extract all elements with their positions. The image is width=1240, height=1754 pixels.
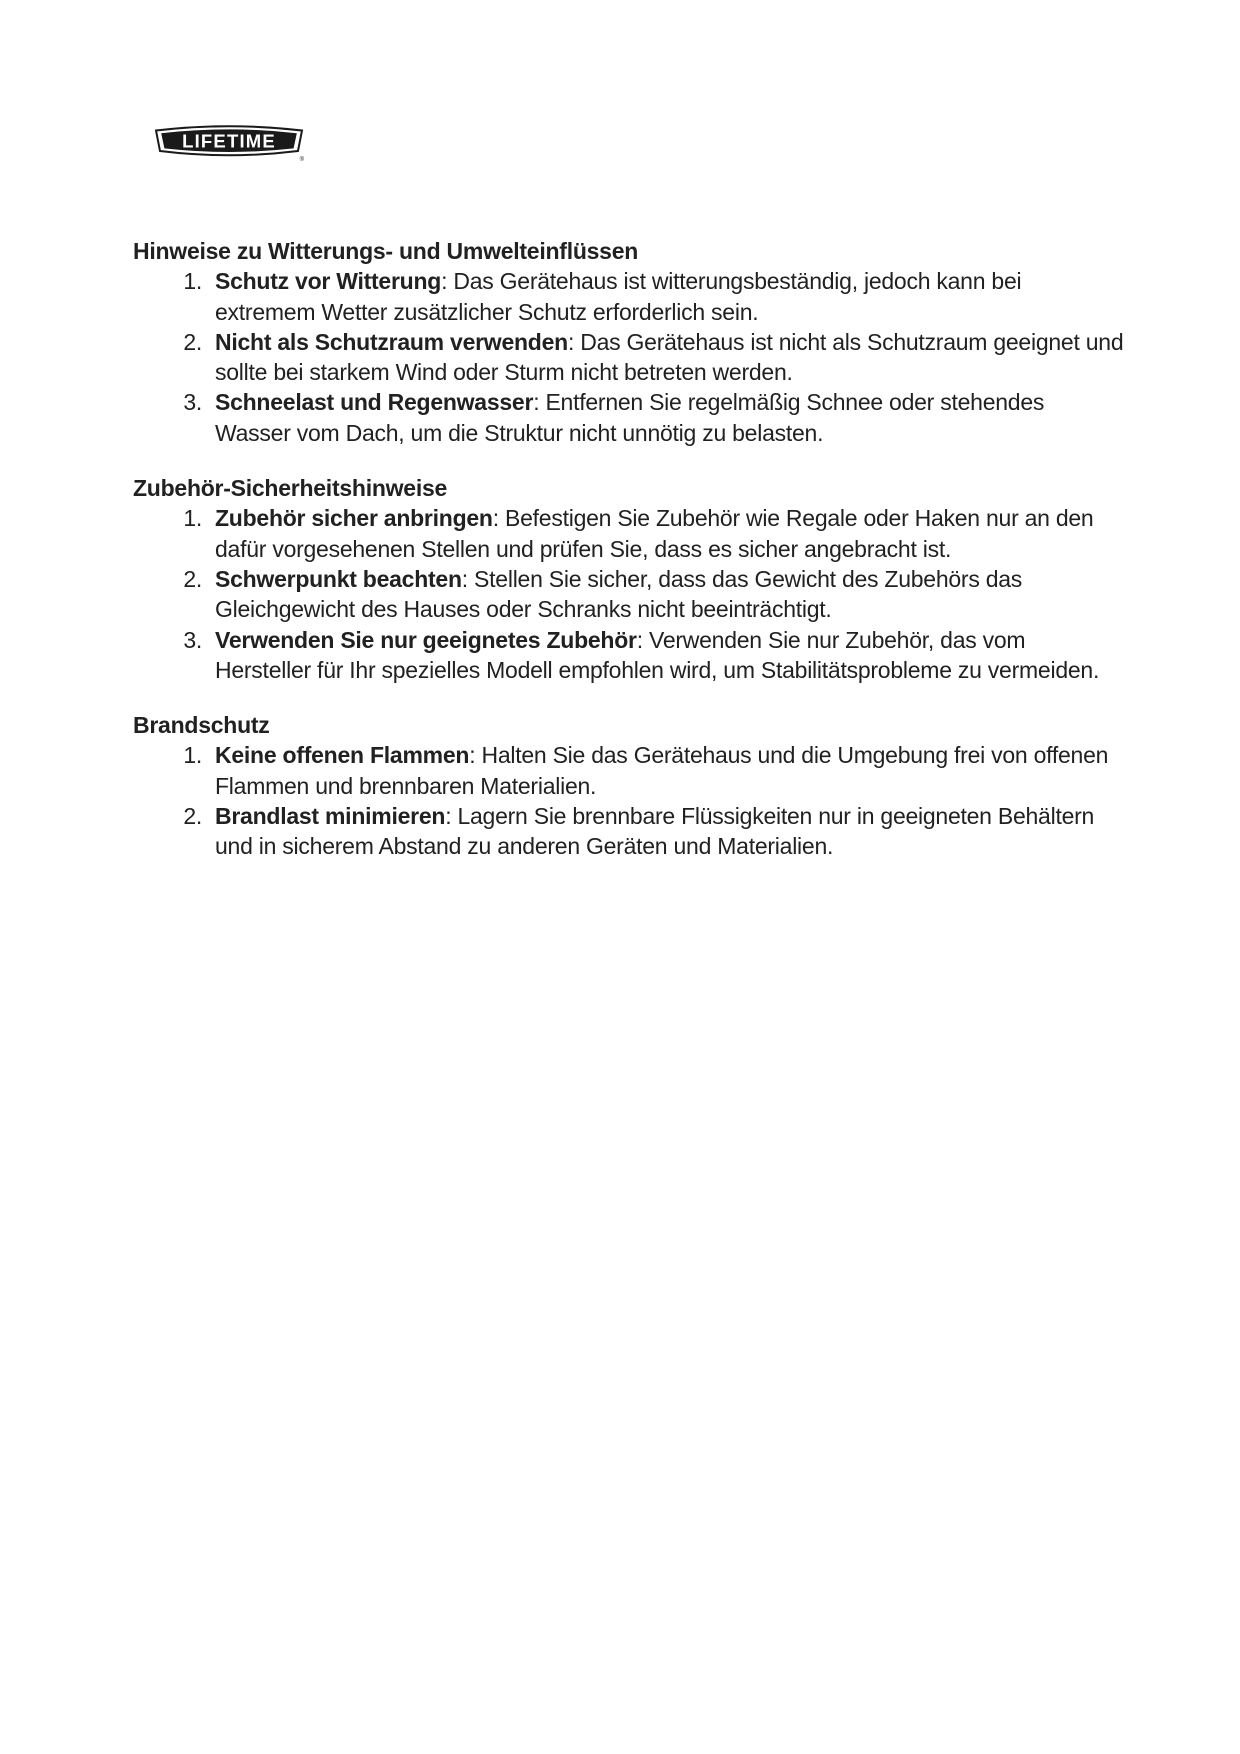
- item-number: 3.: [183, 389, 202, 416]
- item-text: Schneelast und Regenwasser: Entfernen Sie regelmäßig Schnee oder stehendes Wasser vom Dach, um die Struktur nicht unnötig zu belasten.: [215, 389, 1045, 446]
- item-number: 1.: [183, 268, 202, 295]
- item-text: Keine offenen Flammen: Halten Sie das Gerätehaus und die Umgebung frei von offenen Flammen und brennbaren Materialien.: [215, 742, 1109, 799]
- item-text: Schutz vor Witterung: Das Gerätehaus ist witterungsbeständig, jedoch kann bei extremem Wetter zusätzlicher Schutz erforderlich sein.: [215, 268, 1022, 325]
- section-heading: Brandschutz: [133, 712, 270, 739]
- list-item: [133, 387, 1125, 448]
- item-number: 1.: [183, 742, 202, 769]
- registered-trademark-icon: ®: [299, 157, 304, 163]
- list-item: [133, 801, 1125, 862]
- item-number: 2.: [183, 565, 202, 592]
- item-text: Verwenden Sie nur geeignetes Zubehör: Verwenden Sie nur Zubehör, das vom Hersteller für Ihr spezielles Modell empfohlen wird, um Stabilitätsprobleme zu vermeiden.: [215, 626, 1100, 683]
- item-text: Brandlast minimieren: Lagern Sie brennbare Flüssigkeiten nur in geeigneten Behältern und in sicherem Abstand zu anderen Geräten und Materialien.: [215, 803, 1095, 860]
- item-label: Schutz vor Witterung: [215, 268, 442, 295]
- section-heading: Hinweise zu Witterungs- und Umwelteinflüssen: [133, 238, 639, 264]
- list-item: [133, 625, 1125, 686]
- item-number: 2.: [183, 328, 202, 355]
- item-text: Schwerpunkt beachten: Stellen Sie sicher, dass das Gewicht des Zubehörs das Gleichgewicht des Hauses oder Schranks nicht beeinträchtigt.: [215, 565, 1023, 623]
- section-list: [133, 503, 1125, 685]
- item-label: Schwerpunkt beachten: [215, 565, 462, 592]
- item-label: Schneelast und Regenwasser: [215, 389, 534, 416]
- list-item: [133, 327, 1125, 388]
- logo-wordmark: LIFETIME: [182, 130, 276, 152]
- section-list: [133, 266, 1125, 448]
- item-label: Nicht als Schutzraum verwenden: [215, 328, 568, 355]
- document-content: [133, 236, 1125, 862]
- lifetime-logo-badge: [153, 121, 307, 163]
- item-label: Verwenden Sie nur geeignetes Zubehör: [215, 626, 637, 653]
- list-item: [133, 266, 1125, 327]
- item-text: Zubehör sicher anbringen: Befestigen Sie Zubehör wie Regale oder Haken nur an den dafür vorgesehenen Stellen und prüfen Sie, dass es sicher angebracht ist.: [215, 505, 1094, 562]
- list-item: [133, 503, 1125, 564]
- item-number: 1.: [183, 505, 202, 532]
- lifetime-logo: [153, 121, 307, 163]
- list-item: [133, 740, 1125, 801]
- list-item: [133, 564, 1125, 625]
- item-number: 2.: [183, 803, 202, 830]
- section-heading: Zubehör-Sicherheitshinweise: [133, 475, 448, 502]
- item-label: Zubehör sicher anbringen: [215, 505, 493, 532]
- item-label: Keine offenen Flammen: [215, 742, 470, 769]
- item-label: Brandlast minimieren: [215, 803, 446, 830]
- section-list: [133, 740, 1125, 861]
- item-number: 3.: [183, 626, 202, 653]
- item-text: Nicht als Schutzraum verwenden: Das Gerätehaus ist nicht als Schutzraum geeignet und sollte bei starkem Wind oder Sturm nicht betreten werden.: [215, 328, 1124, 386]
